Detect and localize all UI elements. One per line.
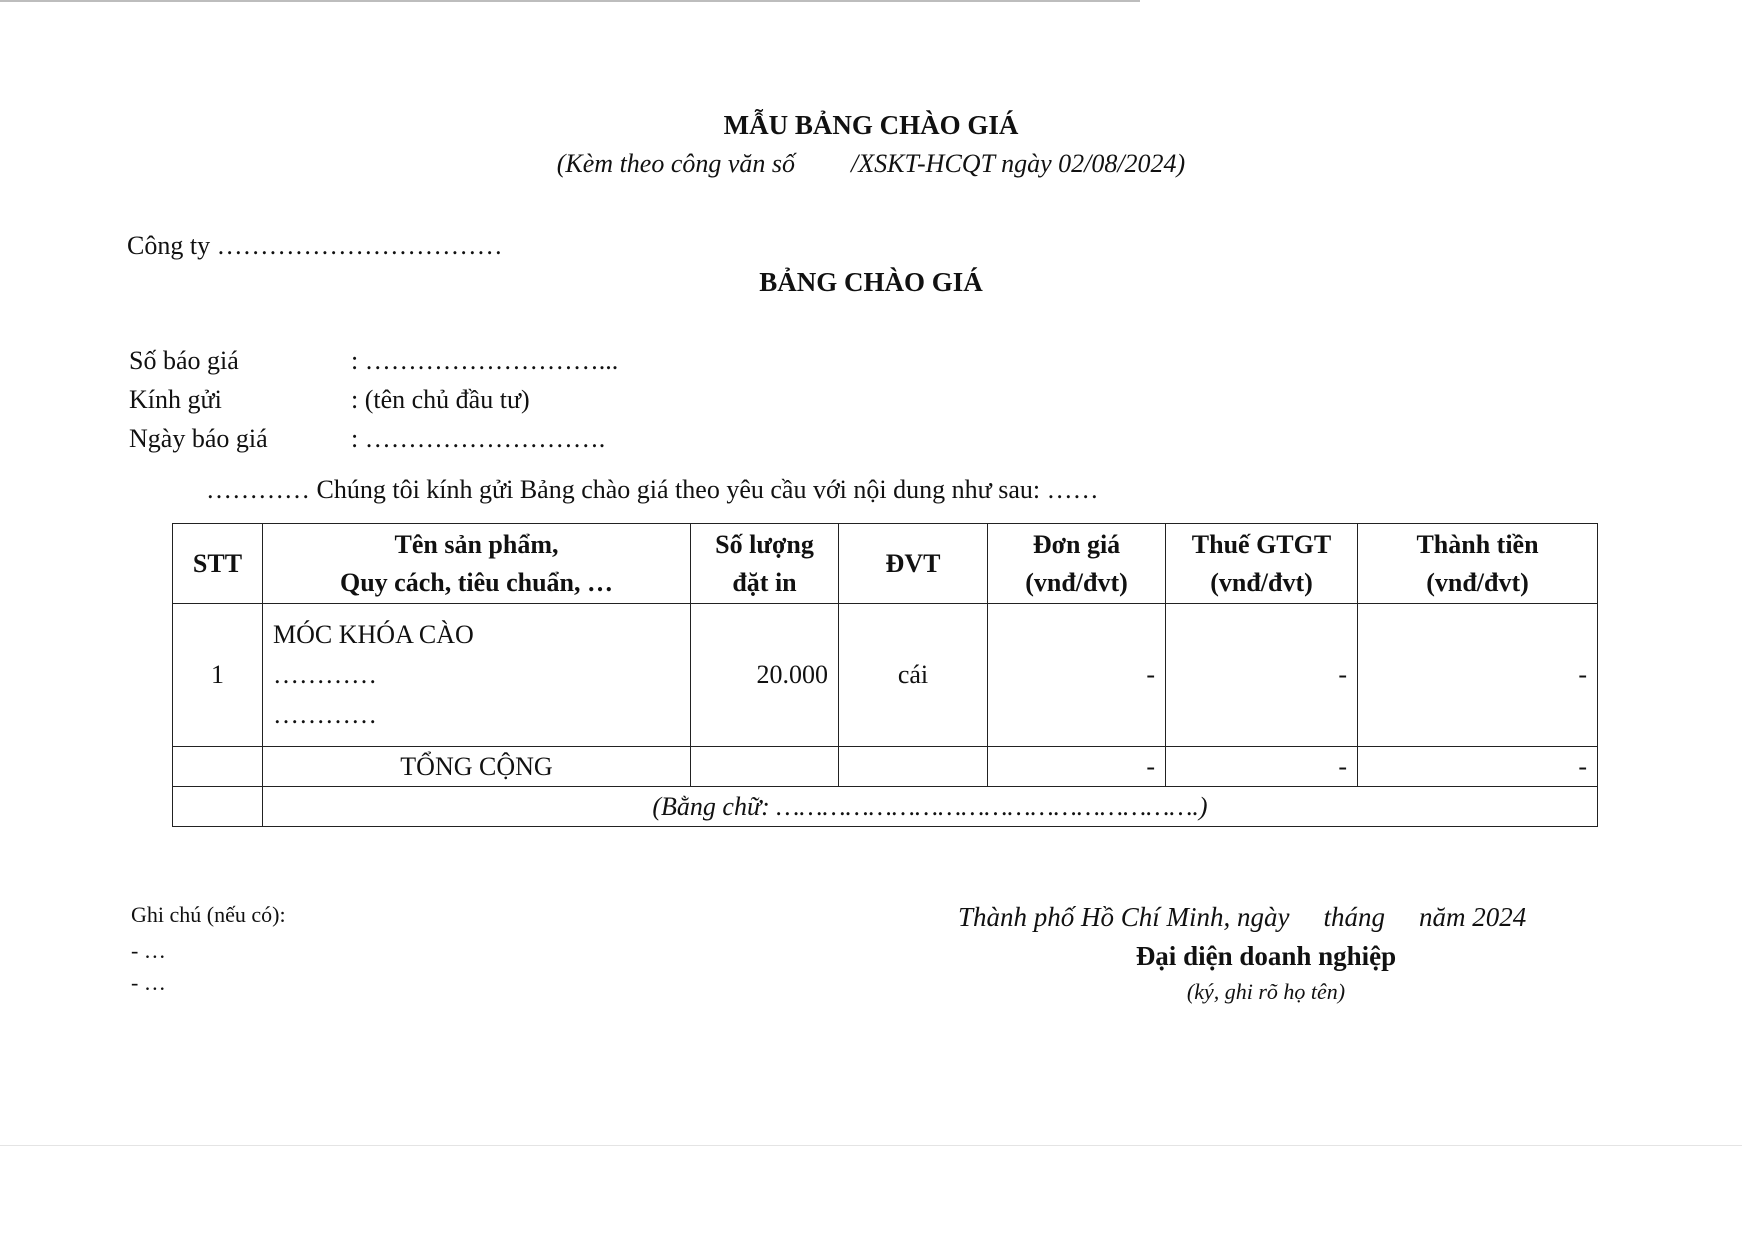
- header-quantity: [691, 524, 839, 604]
- header-text: Thuế GTGT: [1191, 529, 1332, 559]
- cell-amount: -: [1358, 604, 1598, 747]
- header-text: đặt in: [732, 567, 797, 597]
- document-title: BẢNG CHÀO GIÁ: [759, 267, 983, 297]
- header-unit: ĐVT: [839, 524, 988, 604]
- product-spec-placeholder: …………: [273, 700, 377, 729]
- amount-in-words: (Bằng chữ: ……………………………………………….): [263, 787, 1598, 827]
- header-amount: [1358, 524, 1598, 604]
- place-date-part: năm 2024: [1419, 902, 1527, 932]
- subtitle-part-2: /XSKT-HCQT ngày 02/08/2024): [851, 149, 1186, 178]
- header-text: Tên sản phẩm,: [394, 529, 559, 559]
- total-amount: -: [1358, 747, 1598, 787]
- cell-product-name: [263, 604, 691, 747]
- header-text: (vnđ/đvt): [1025, 567, 1128, 597]
- total-label: TỔNG CỘNG: [263, 747, 691, 787]
- place-and-date: [958, 902, 1526, 933]
- header-text: (vnđ/đvt): [1426, 567, 1529, 597]
- header-stt: STT: [173, 524, 263, 604]
- product-spec-placeholder: …………: [273, 660, 377, 689]
- cell-unit: cái: [839, 604, 988, 747]
- note-item: - …: [131, 970, 166, 995]
- cell-unit-price: -: [988, 604, 1166, 747]
- header-product-name: [263, 524, 691, 604]
- form-subtitle: [0, 149, 1742, 179]
- notes-title: Ghi chú (nếu có):: [131, 902, 286, 927]
- place-date-part: Thành phố Hồ Chí Minh, ngày: [958, 902, 1290, 932]
- info-row-quote-date: [129, 424, 729, 464]
- total-row: [173, 747, 1598, 787]
- info-value: : (tên chủ đầu tư): [351, 385, 530, 414]
- cell-stt: 1: [173, 604, 263, 747]
- total-unit-price: -: [988, 747, 1166, 787]
- header-text: Số lượng: [715, 529, 814, 559]
- amount-in-words-row: [173, 787, 1598, 827]
- cell-empty: [691, 747, 839, 787]
- product-name: MÓC KHÓA CÀO: [273, 620, 474, 649]
- cell-vat: -: [1166, 604, 1358, 747]
- header-text: Đơn giá: [1032, 529, 1121, 559]
- info-label: Số báo giá: [129, 346, 239, 375]
- cell-empty: [839, 747, 988, 787]
- company-line: Công ty ……………………………: [127, 231, 503, 260]
- table-header-row: [173, 524, 1598, 604]
- info-row-quote-number: [129, 346, 729, 386]
- form-title: MẪU BẢNG CHÀO GIÁ: [723, 110, 1019, 140]
- info-row-recipient: [129, 385, 729, 425]
- cell-quantity: 20.000: [691, 604, 839, 747]
- header-text: Thành tiền: [1416, 529, 1539, 559]
- scan-edge-line: [0, 0, 1140, 2]
- header-text: Quy cách, tiêu chuẩn, …: [339, 567, 614, 597]
- subtitle-part-1: (Kèm theo công văn số: [556, 149, 796, 178]
- cell-empty: [173, 787, 263, 827]
- info-label: Kính gửi: [129, 385, 222, 414]
- info-label: Ngày báo giá: [129, 424, 268, 453]
- quote-table: [172, 523, 1598, 827]
- table-row: [173, 604, 1598, 747]
- signature-instruction: (ký, ghi rõ họ tên): [1186, 979, 1346, 1004]
- intro-sentence: ………… Chúng tôi kính gửi Bảng chào giá theo yêu cầu với nội dung như sau: ……: [206, 475, 1099, 504]
- place-date-part: tháng: [1323, 902, 1386, 932]
- header-text: (vnđ/đvt): [1210, 567, 1313, 597]
- info-value: : ………………………...: [351, 346, 619, 375]
- signer-role: Đại diện doanh nghiệp: [1135, 941, 1397, 971]
- note-item: - …: [131, 938, 166, 963]
- scan-bottom-line: [0, 1145, 1742, 1146]
- header-unit-price: [988, 524, 1166, 604]
- info-value: : ……………………….: [351, 424, 606, 453]
- total-vat: -: [1166, 747, 1358, 787]
- header-vat: [1166, 524, 1358, 604]
- cell-empty: [173, 747, 263, 787]
